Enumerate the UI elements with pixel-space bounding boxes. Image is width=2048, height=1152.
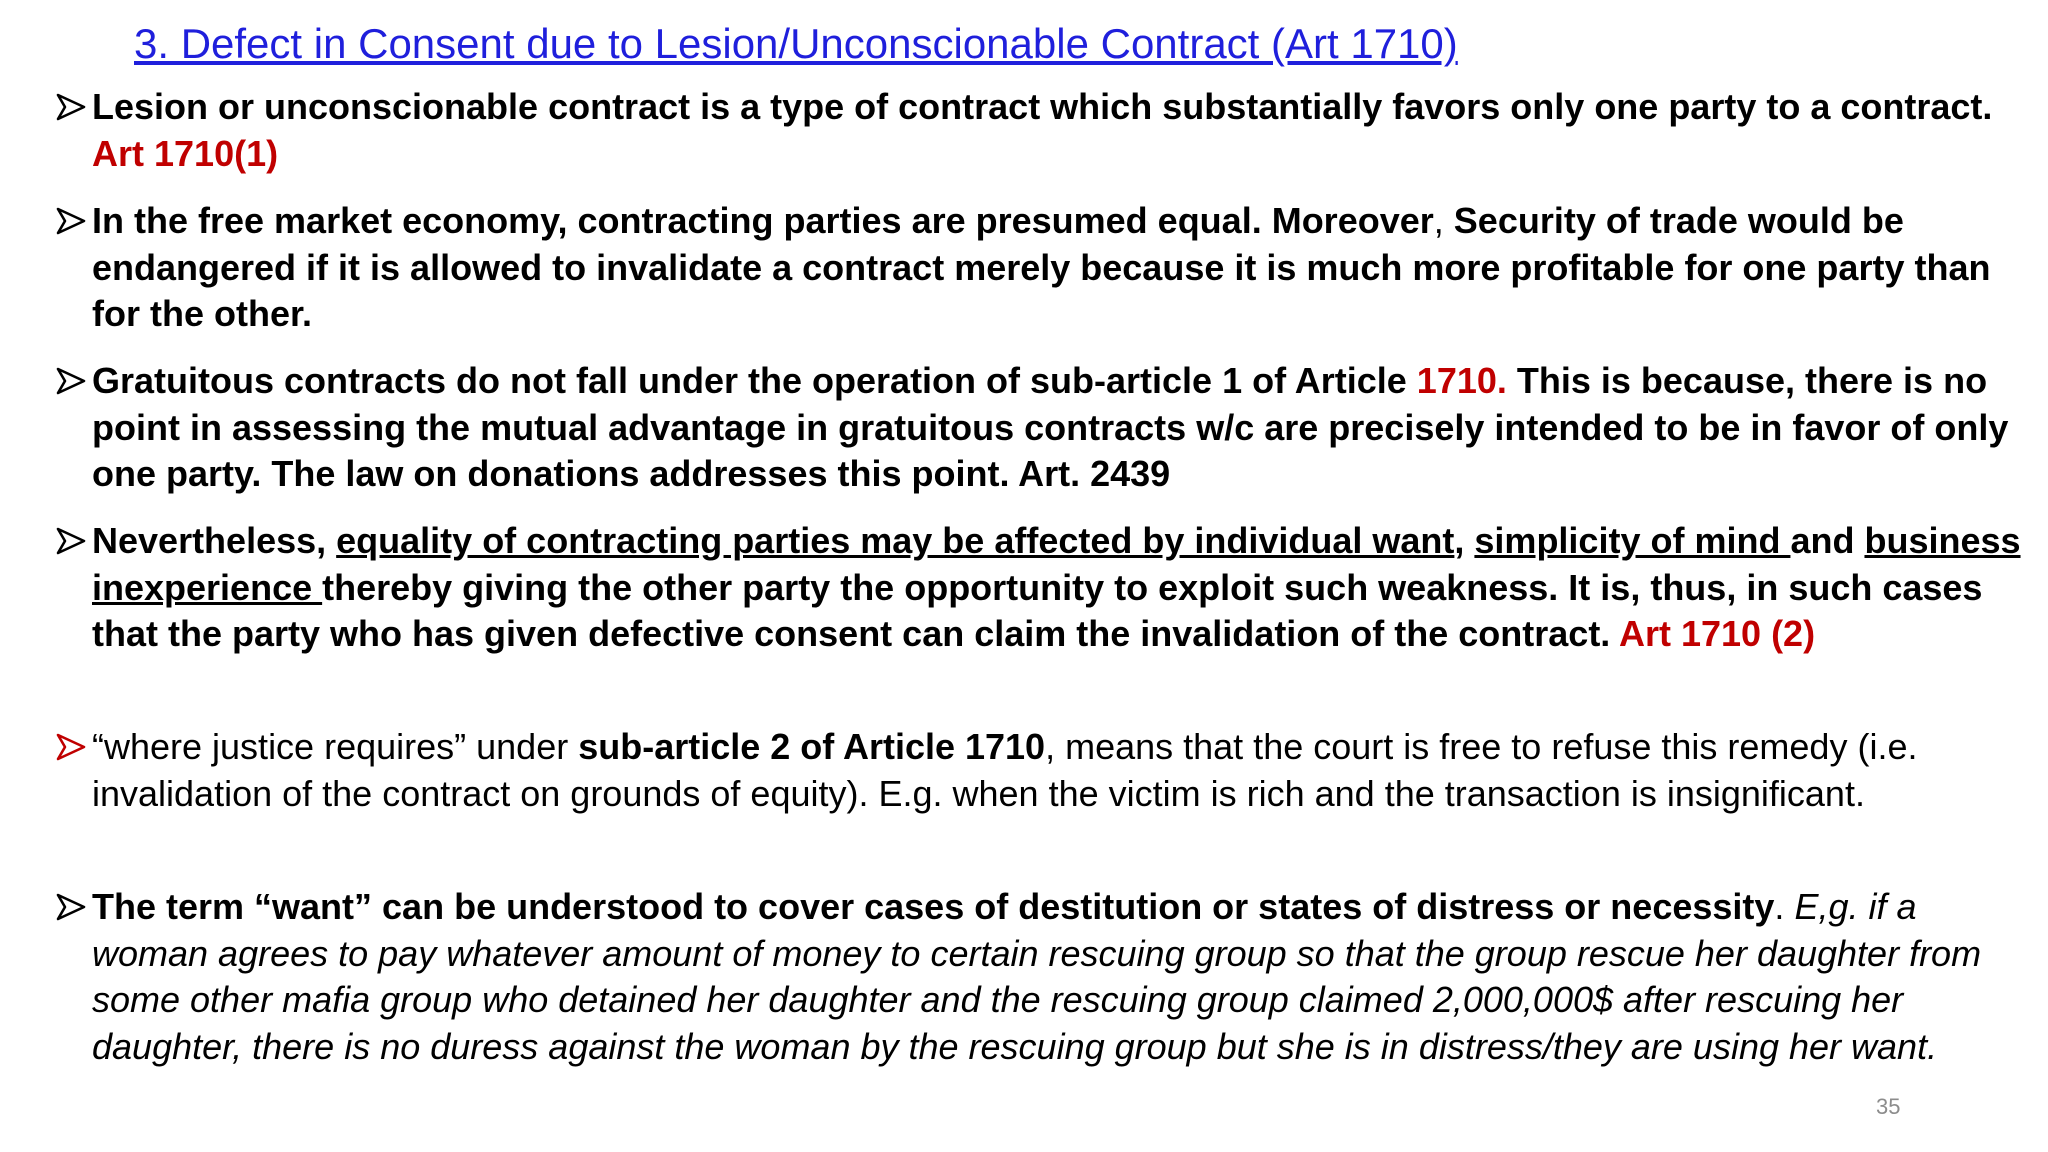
bullet-text: “where justice requires” under xyxy=(92,726,579,767)
underlined-phrase: equality of contracting parties may be affected by individual want xyxy=(336,520,1455,561)
page-number: 35 xyxy=(1876,1094,1901,1119)
example-text: E,g. if a woman agrees to pay whatever amount of money to certain rescuing group so that the group rescue her daughter from some other mafia group who detained her daughter and the rescuing group claimed 2,000,000$ after rescuing her daughter, there is no duress against the woman by the rescuing group but she is in distress/they are using her want. xyxy=(92,886,1982,1067)
bullet-item-1 xyxy=(92,84,2022,177)
article-reference: Art 1710 (2) xyxy=(1618,613,1816,654)
underlined-phrase: simplicity of mind xyxy=(1474,520,1791,561)
slide-title: 3. Defect in Consent due to Lesion/Unconscionable Contract (Art 1710) xyxy=(134,20,1458,67)
arrow-bullet-icon xyxy=(56,198,86,236)
bullet-text: In the free market economy, contracting parties are presumed equal. Moreover xyxy=(92,200,1434,241)
arrow-bullet-icon xyxy=(56,884,86,922)
arrow-bullet-icon xyxy=(56,724,86,762)
bullet-item-2 xyxy=(92,198,2022,338)
bullet-text: Security of trade would be endangered if it is allowed to invalidate a contract merely because it is much more profitable for one party than for the other. xyxy=(92,200,1991,334)
bullet-text: Gratuitous contracts do not fall under the operation of sub-article 1 of Article xyxy=(92,360,1417,401)
article-reference: Art 1710(1) xyxy=(92,132,279,174)
bullet-text: thereby giving the other party the opportunity to exploit such weakness. It is, thus, in such cases that the party who has given defective consent can claim the invalidation of the contract. xyxy=(92,566,1983,654)
bullet-text: This is because, there is no point in assessing the mutual advantage in gratuitous contracts w/c are precisely intended to be in favor of only one party. The law on donations addresses this point. Art. 2439 xyxy=(92,360,2009,494)
underlined-phrase: business inexperience xyxy=(92,520,2021,608)
article-reference: 1710. xyxy=(1416,360,1507,401)
arrow-bullet-icon xyxy=(56,358,86,396)
bullet-separator: , xyxy=(1433,200,1454,241)
bullet-item-3 xyxy=(92,358,2022,498)
bullet-text: Nevertheless, xyxy=(92,520,337,561)
bullet-text: and xyxy=(1790,520,1865,561)
bullet-text: Lesion or unconscionable contract is a type of contract which substantially favors only one party to a contract. xyxy=(92,86,1993,127)
arrow-bullet-icon xyxy=(56,518,86,556)
bold-phrase: sub-article 2 of Article 1710 xyxy=(578,726,1046,767)
bullet-item-5 xyxy=(92,724,2022,817)
bullet-item-4 xyxy=(92,518,2022,658)
bullet-item-6 xyxy=(92,884,2022,1070)
bullet-text: , means that the court is free to refuse this remedy (i.e. invalidation of the contract on grounds of equity). E.g. when the victim is rich and the transaction is insignificant. xyxy=(92,726,1918,814)
arrow-bullet-icon xyxy=(56,84,86,122)
bullet-separator: . xyxy=(1774,886,1795,927)
bullet-text: The term “want” can be understood to cover cases of destitution or states of distress or necessity xyxy=(92,886,1775,927)
bullet-separator: , xyxy=(1454,520,1475,561)
